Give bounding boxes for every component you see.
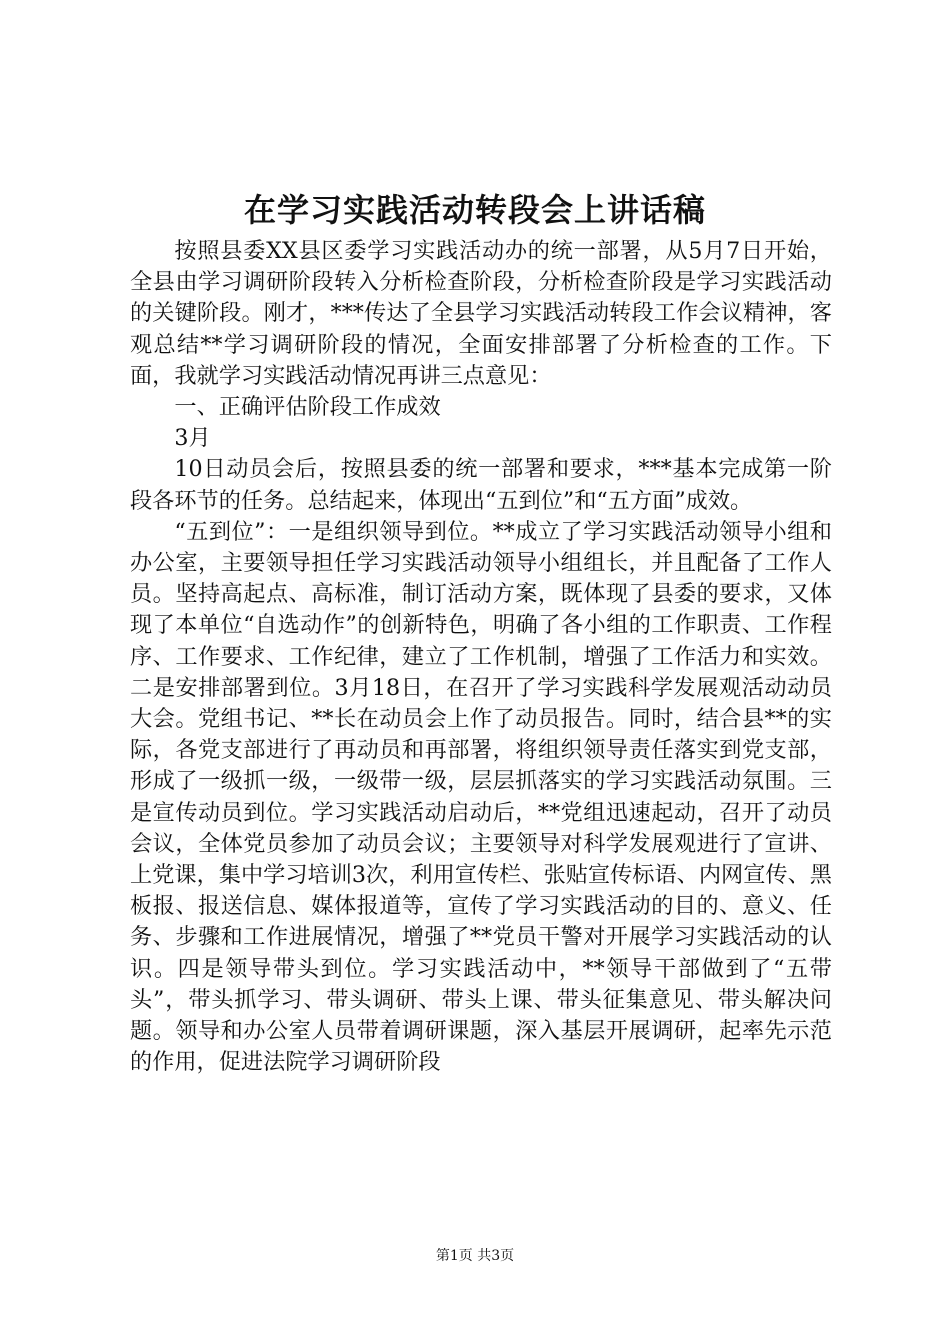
paragraph-five-in-place: “五到位”：一是组织领导到位。**成立了学习实践活动领导小组和办公室，主要领导担任学习实践活动领导小组组长，并且配备了工作人员。坚持高起点、高标准，制订活动方案，既体现了县委的要求，又体现了本单位“自选动作”的创新特色，明确了各小组的工作职责、工作程序、工作要求、工作纪律，建立了工作机制，增强了工作活力和实效。二是安排部署到位。3月18日，在召开了学习实践科学发展观活动动员大会。党组书记、**长在动员会上作了动员报告。同时，结合县**的实际，各党支部进行了再动员和再部署，将组织领导责任落实到党支部，形成了一级抓一级，一级带一级，层层抓落实的学习实践活动氛围。三是宣传动员到位。学习实践活动启动后，**党组迅速起动，召开了动员会议，全体党员参加了动员会议；主要领导对科学发展观进行了宣讲、上党课，集中学习培训3次，利用宣传栏、张贴宣传标语、内网宣传、黑板报、报送信息、媒体报道等，宣传了学习实践活动的目的、意义、任务、步骤和工作进展情况，增强了**党员干警对开展学习实践活动的认识。四是领导带头到位。学习实践活动中，**领导干部做到了“五带头”，带头抓学习、带头调研、带头上课、带头征集意见、带头解决问题。领导和办公室人员带着调研课题，深入基层开展调研，起率先示范的作用，促进法院学习调研阶段 <box>130 518 832 1076</box>
paragraph-intro: 按照县委XX县区委学习实践活动办的统一部署，从5月7日开始，全县由学习调研阶段转入分析检查阶段，分析检查阶段是学习实践活动的关键阶段。刚才，***传达了全县学习实践活动转段工作会议精神，客观总结**学习调研阶段的情况，全面安排部署了分析检查的工作。下面，我就学习实践活动情况再讲三点意见： <box>130 238 832 389</box>
paragraph-summary: 10日动员会后，按照县委的统一部署和要求，***基本完成第一阶段各环节的任务。总结起来，体现出“五到位”和“五方面”成效。 <box>130 456 832 514</box>
document-body <box>130 236 832 1078</box>
page-footer: 第1页 共3页 <box>435 1248 515 1264</box>
paragraph-date-fragment: 3月 <box>174 425 211 452</box>
document-title: 在学习实践活动转段会上讲话稿 <box>243 191 706 229</box>
section-heading-1: 一、正确评估阶段工作成效 <box>174 394 441 421</box>
